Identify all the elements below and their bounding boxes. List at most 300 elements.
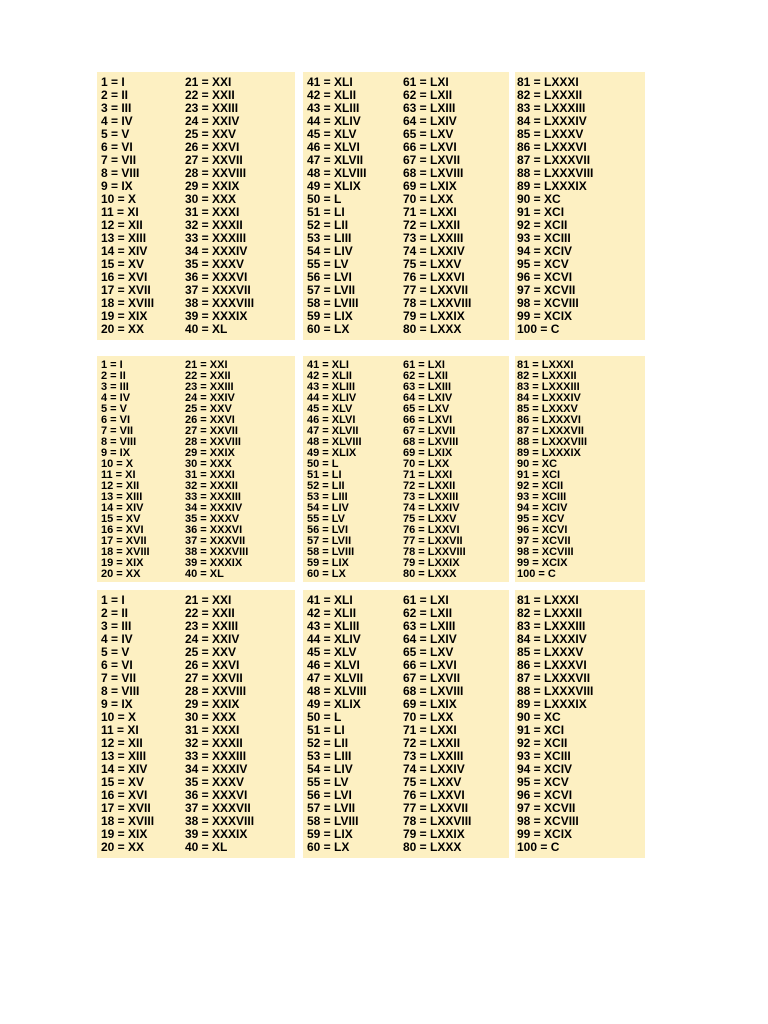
- panel-1-to-40: [97, 590, 295, 858]
- numeral-entry: 41 = XLI: [307, 75, 353, 89]
- column-1-to-20: [101, 76, 154, 336]
- numeral-entry: 76 = LXXVI: [403, 524, 460, 536]
- numeral-entry: 61 = LXI: [403, 359, 445, 371]
- numeral-entry: 2 = II: [101, 370, 126, 382]
- numeral-entry: 15 = XV: [101, 775, 145, 789]
- numeral-entry: 66 = LXVI: [403, 140, 457, 154]
- column-61-to-80: [403, 360, 466, 580]
- numeral-entry: 35 = XXXV: [185, 257, 245, 271]
- numeral-entry: 82 = LXXXII: [517, 370, 577, 382]
- numeral-entry: 13 = XIII: [101, 749, 147, 763]
- numeral-entry: 18 = XVIII: [101, 296, 155, 310]
- numeral-entry: 10 = X: [101, 458, 134, 470]
- numeral-entry: 56 = LVI: [307, 788, 352, 802]
- numeral-entry: 81 = LXXXI: [517, 359, 574, 371]
- numeral-entry: 36 = XXXVI: [185, 524, 243, 536]
- numeral-entry: 91 = XCI: [517, 723, 565, 737]
- numeral-entry: 65 = LXV: [403, 403, 450, 415]
- numeral-entry: 47 = XLVII: [307, 425, 359, 437]
- numeral-entry: 89 = LXXXIX: [517, 697, 587, 711]
- numeral-entry: 24 = XXIV: [185, 392, 235, 404]
- numeral-entry: 100 = C: [517, 840, 560, 854]
- numeral-entry: 87 = LXXXVII: [517, 671, 591, 685]
- numeral-entry: 13 = XIII: [101, 231, 147, 245]
- numeral-entry: 28 = XXVIII: [185, 436, 241, 448]
- numeral-entry: 68 = LXVIII: [403, 436, 459, 448]
- numeral-entry: 60 = LX: [307, 568, 346, 580]
- numeral-entry: 83 = LXXXIII: [517, 101, 586, 115]
- numeral-entry: 92 = XCII: [517, 480, 564, 492]
- numeral-entry: 19 = XIX: [101, 827, 148, 841]
- column-61-to-80: [403, 594, 471, 854]
- numeral-entry: 70 = LXX: [403, 192, 454, 206]
- numeral-entry: 87 = LXXXVII: [517, 425, 584, 437]
- numeral-entry: 46 = XLVI: [307, 140, 360, 154]
- numeral-entry: 80 = LXXX: [403, 568, 457, 580]
- numeral-entry: 64 = LXIV: [403, 392, 453, 404]
- numeral-entry: 48 = XLVIII: [307, 166, 367, 180]
- numeral-entry: 51 = LI: [307, 723, 345, 737]
- numeral-entry: 97 = XCVII: [517, 801, 576, 815]
- numeral-entry: 70 = LXX: [403, 710, 454, 724]
- numeral-entry: 71 = LXXI: [403, 723, 457, 737]
- numeral-entry: 21 = XXI: [185, 75, 232, 89]
- numeral-entry: 39 = XXXIX: [185, 309, 248, 323]
- numeral-entry: 4 = IV: [101, 632, 133, 646]
- numeral-entry: 15 = XV: [101, 513, 141, 525]
- numeral-entry: 51 = LI: [307, 205, 345, 219]
- numeral-entry: 74 = LXXIV: [403, 244, 465, 258]
- numeral-entry: 72 = LXXII: [403, 218, 461, 232]
- numeral-entry: 63 = LXIII: [403, 101, 456, 115]
- numeral-entry: 59 = LIX: [307, 827, 353, 841]
- numeral-entry: 31 = XXXI: [185, 205, 240, 219]
- numeral-entry: 12 = XII: [101, 218, 143, 232]
- numeral-entry: 43 = XLIII: [307, 619, 360, 633]
- numeral-entry: 37 = XXXVII: [185, 283, 251, 297]
- numeral-entry: 67 = LXVII: [403, 425, 456, 437]
- numeral-entry: 73 = LXXIII: [403, 231, 464, 245]
- numeral-entry: 35 = XXXV: [185, 775, 245, 789]
- numeral-entry: 96 = XCVI: [517, 788, 573, 802]
- numeral-entry: 83 = LXXXIII: [517, 619, 586, 633]
- numeral-entry: 67 = LXVII: [403, 671, 461, 685]
- numeral-entry: 20 = XX: [101, 322, 145, 336]
- numeral-entry: 98 = XCVIII: [517, 814, 579, 828]
- numeral-entry: 88 = LXXXVIII: [517, 166, 594, 180]
- numeral-entry: 16 = XVI: [101, 524, 144, 536]
- numeral-entry: 5 = V: [101, 127, 130, 141]
- numeral-entry: 39 = XXXIX: [185, 557, 243, 569]
- numeral-entry: 24 = XXIV: [185, 114, 240, 128]
- numeral-entry: 50 = L: [307, 192, 342, 206]
- numeral-entry: 69 = LXIX: [403, 179, 457, 193]
- numeral-entry: 86 = LXXXVI: [517, 414, 581, 426]
- numeral-entry: 38 = XXXVIII: [185, 814, 255, 828]
- numeral-entry: 24 = XXIV: [185, 632, 240, 646]
- numeral-entry: 80 = LXXX: [403, 840, 462, 854]
- numeral-entry: 91 = XCI: [517, 205, 565, 219]
- numeral-entry: 98 = XCVIII: [517, 546, 574, 558]
- numeral-entry: 57 = LVII: [307, 283, 356, 297]
- numeral-entry: 91 = XCI: [517, 469, 561, 481]
- numeral-entry: 94 = XCIV: [517, 762, 573, 776]
- numeral-entry: 58 = LVIII: [307, 814, 359, 828]
- column-81-to-100: [517, 360, 587, 580]
- numeral-entry: 1 = I: [101, 593, 125, 607]
- numeral-entry: 82 = LXXXII: [517, 606, 583, 620]
- numeral-entry: 62 = LXII: [403, 370, 448, 382]
- numeral-entry: 49 = XLIX: [307, 447, 357, 459]
- numeral-entry: 43 = XLIII: [307, 381, 355, 393]
- numeral-entry: 30 = XXX: [185, 458, 232, 470]
- numeral-entry: 94 = XCIV: [517, 244, 573, 258]
- numeral-entry: 61 = LXI: [403, 75, 449, 89]
- numeral-entry: 54 = LIV: [307, 502, 349, 514]
- numeral-entry: 22 = XXII: [185, 606, 235, 620]
- numeral-entry: 48 = XLVIII: [307, 436, 362, 448]
- numeral-entry: 44 = XLIV: [307, 392, 357, 404]
- numeral-entry: 95 = XCV: [517, 775, 569, 789]
- panel-1-to-40: [97, 356, 295, 582]
- numeral-entry: 68 = LXVIII: [403, 166, 464, 180]
- numeral-entry: 93 = XCIII: [517, 491, 567, 503]
- numeral-entry: 35 = XXXV: [185, 513, 240, 525]
- column-1-to-20: [101, 594, 154, 854]
- numeral-entry: 70 = LXX: [403, 458, 450, 470]
- numeral-entry: 78 = LXXVIII: [403, 814, 472, 828]
- column-41-to-60: [307, 594, 366, 854]
- numeral-entry: 72 = LXXII: [403, 480, 456, 492]
- numeral-entry: 96 = XCVI: [517, 524, 568, 536]
- numeral-entry: 82 = LXXXII: [517, 88, 583, 102]
- numeral-entry: 7 = VII: [101, 671, 137, 685]
- numeral-entry: 53 = LIII: [307, 749, 352, 763]
- numeral-entry: 61 = LXI: [403, 593, 449, 607]
- numeral-entry: 27 = XXVII: [185, 671, 243, 685]
- numeral-entry: 63 = LXIII: [403, 381, 451, 393]
- numeral-entry: 50 = L: [307, 710, 342, 724]
- numeral-entry: 5 = V: [101, 403, 127, 415]
- numeral-entry: 25 = XXV: [185, 645, 237, 659]
- numeral-entry: 77 = LXXVII: [403, 283, 469, 297]
- numeral-entry: 36 = XXXVI: [185, 270, 248, 284]
- numeral-entry: 17 = XVII: [101, 801, 151, 815]
- column-21-to-40: [185, 594, 254, 854]
- numeral-entry: 32 = XXXII: [185, 480, 238, 492]
- numeral-entry: 4 = IV: [101, 392, 131, 404]
- column-21-to-40: [185, 76, 254, 336]
- numeral-entry: 6 = VI: [101, 140, 133, 154]
- numeral-entry: 67 = LXVII: [403, 153, 461, 167]
- numeral-entry: 40 = XL: [185, 322, 228, 336]
- numeral-entry: 52 = LII: [307, 480, 345, 492]
- numeral-entry: 26 = XXVI: [185, 658, 240, 672]
- numeral-entry: 58 = LVIII: [307, 296, 359, 310]
- numeral-entry: 42 = XLII: [307, 606, 357, 620]
- numeral-entry: 68 = LXVIII: [403, 684, 464, 698]
- numeral-entry: 14 = XIV: [101, 502, 144, 514]
- numeral-entry: 95 = XCV: [517, 513, 565, 525]
- numeral-entry: 83 = LXXXIII: [517, 381, 580, 393]
- numeral-entry: 79 = LXXIX: [403, 309, 465, 323]
- numeral-entry: 25 = XXV: [185, 403, 232, 415]
- numeral-entry: 72 = LXXII: [403, 736, 461, 750]
- numeral-entry: 75 = LXXV: [403, 775, 462, 789]
- numeral-entry: 36 = XXXVI: [185, 788, 248, 802]
- column-21-to-40: [185, 360, 248, 580]
- numeral-entry: 34 = XXXIV: [185, 502, 243, 514]
- numeral-entry: 22 = XXII: [185, 88, 235, 102]
- numeral-entry: 55 = LV: [307, 257, 349, 271]
- numeral-entry: 47 = XLVII: [307, 153, 364, 167]
- numeral-entry: 49 = XLIX: [307, 179, 361, 193]
- numeral-entry: 97 = XCVII: [517, 535, 571, 547]
- numeral-entry: 56 = LVI: [307, 270, 352, 284]
- numeral-entry: 29 = XXIX: [185, 179, 240, 193]
- panel-41-to-80: [303, 590, 509, 858]
- numeral-entry: 48 = XLVIII: [307, 684, 367, 698]
- numeral-entry: 23 = XXIII: [185, 619, 239, 633]
- numeral-entry: 30 = XXX: [185, 710, 237, 724]
- numeral-entry: 62 = LXII: [403, 88, 453, 102]
- numeral-entry: 94 = XCIV: [517, 502, 568, 514]
- numeral-entry: 8 = VIII: [101, 436, 137, 448]
- numeral-entry: 37 = XXXVII: [185, 801, 251, 815]
- numeral-entry: 45 = XLV: [307, 127, 357, 141]
- numeral-entry: 57 = LVII: [307, 801, 356, 815]
- numeral-entry: 88 = LXXXVIII: [517, 684, 594, 698]
- numeral-entry: 9 = IX: [101, 697, 133, 711]
- numeral-entry: 64 = LXIV: [403, 632, 457, 646]
- numeral-entry: 7 = VII: [101, 153, 137, 167]
- numeral-entry: 16 = XVI: [101, 270, 148, 284]
- numeral-entry: 33 = XXXIII: [185, 749, 247, 763]
- numeral-entry: 75 = LXXV: [403, 257, 462, 271]
- numeral-entry: 3 = III: [101, 381, 129, 393]
- numeral-entry: 79 = LXXIX: [403, 827, 465, 841]
- numeral-entry: 41 = XLI: [307, 593, 353, 607]
- column-81-to-100: [517, 76, 593, 336]
- column-41-to-60: [307, 76, 366, 336]
- numeral-entry: 87 = LXXXVII: [517, 153, 591, 167]
- numeral-entry: 45 = XLV: [307, 403, 353, 415]
- numeral-entry: 86 = LXXXVI: [517, 658, 587, 672]
- numeral-entry: 93 = XCIII: [517, 749, 571, 763]
- numeral-entry: 33 = XXXIII: [185, 231, 247, 245]
- numeral-entry: 21 = XXI: [185, 359, 228, 371]
- numeral-entry: 3 = III: [101, 619, 132, 633]
- numeral-entry: 17 = XVII: [101, 535, 147, 547]
- numeral-entry: 23 = XXIII: [185, 101, 239, 115]
- numeral-entry: 43 = XLIII: [307, 101, 360, 115]
- numeral-entry: 29 = XXIX: [185, 697, 240, 711]
- numeral-entry: 41 = XLI: [307, 359, 349, 371]
- numeral-entry: 100 = C: [517, 322, 560, 336]
- numeral-entry: 99 = XCIX: [517, 827, 573, 841]
- numeral-entry: 29 = XXIX: [185, 447, 235, 459]
- numeral-entry: 46 = XLVI: [307, 414, 356, 426]
- numeral-entry: 80 = LXXX: [403, 322, 462, 336]
- numeral-entry: 25 = XXV: [185, 127, 237, 141]
- numeral-entry: 100 = C: [517, 568, 556, 580]
- numeral-entry: 30 = XXX: [185, 192, 237, 206]
- column-1-to-20: [101, 360, 150, 580]
- numeral-entry: 10 = X: [101, 192, 137, 206]
- numeral-entry: 57 = LVII: [307, 535, 352, 547]
- numeral-entry: 76 = LXXVI: [403, 270, 465, 284]
- numeral-entry: 31 = XXXI: [185, 723, 240, 737]
- numeral-entry: 32 = XXXII: [185, 218, 243, 232]
- numeral-entry: 19 = XIX: [101, 557, 144, 569]
- numeral-entry: 40 = XL: [185, 840, 228, 854]
- numeral-entry: 86 = LXXXVI: [517, 140, 587, 154]
- numeral-entry: 60 = LX: [307, 840, 350, 854]
- numeral-entry: 85 = LXXXV: [517, 127, 584, 141]
- numeral-entry: 11 = XI: [101, 469, 136, 481]
- numeral-entry: 85 = LXXXV: [517, 645, 584, 659]
- numeral-entry: 7 = VII: [101, 425, 134, 437]
- numeral-entry: 42 = XLII: [307, 370, 352, 382]
- numeral-entry: 65 = LXV: [403, 127, 454, 141]
- numeral-entry: 42 = XLII: [307, 88, 357, 102]
- numeral-entry: 14 = XIV: [101, 762, 148, 776]
- numeral-entry: 8 = VIII: [101, 684, 140, 698]
- numeral-entry: 77 = LXXVII: [403, 535, 463, 547]
- numeral-entry: 14 = XIV: [101, 244, 148, 258]
- column-61-to-80: [403, 76, 471, 336]
- numeral-entry: 54 = LIV: [307, 244, 353, 258]
- numeral-entry: 3 = III: [101, 101, 132, 115]
- numeral-entry: 27 = XXVII: [185, 425, 238, 437]
- numeral-entry: 5 = V: [101, 645, 130, 659]
- numeral-entry: 16 = XVI: [101, 788, 148, 802]
- numeral-entry: 12 = XII: [101, 736, 143, 750]
- numeral-entry: 88 = LXXXVIII: [517, 436, 588, 448]
- numeral-entry: 22 = XXII: [185, 370, 231, 382]
- numeral-entry: 50 = L: [307, 458, 339, 470]
- numeral-entry: 90 = XC: [517, 192, 561, 206]
- numeral-entry: 77 = LXXVII: [403, 801, 469, 815]
- numeral-entry: 84 = LXXXIV: [517, 632, 587, 646]
- numeral-entry: 56 = LVI: [307, 524, 349, 536]
- numeral-entry: 71 = LXXI: [403, 469, 453, 481]
- numeral-entry: 39 = XXXIX: [185, 827, 248, 841]
- numeral-entry: 11 = XI: [101, 723, 139, 737]
- numeral-entry: 17 = XVII: [101, 283, 151, 297]
- panel-81-to-100: [515, 72, 645, 340]
- numeral-entry: 55 = LV: [307, 513, 346, 525]
- numeral-entry: 28 = XXVIII: [185, 684, 247, 698]
- numeral-entry: 63 = LXIII: [403, 619, 456, 633]
- numeral-entry: 9 = IX: [101, 179, 133, 193]
- numeral-entry: 37 = XXXVII: [185, 535, 246, 547]
- numeral-entry: 75 = LXXV: [403, 513, 457, 525]
- column-41-to-60: [307, 360, 362, 580]
- numeral-entry: 65 = LXV: [403, 645, 454, 659]
- numeral-entry: 52 = LII: [307, 736, 349, 750]
- numeral-entry: 12 = XII: [101, 480, 140, 492]
- numeral-entry: 81 = LXXXI: [517, 593, 579, 607]
- numeral-entry: 89 = LXXXIX: [517, 179, 587, 193]
- numeral-entry: 19 = XIX: [101, 309, 148, 323]
- numeral-entry: 44 = XLIV: [307, 114, 361, 128]
- numeral-entry: 74 = LXXIV: [403, 762, 465, 776]
- numeral-entry: 59 = LIX: [307, 309, 353, 323]
- numeral-entry: 32 = XXXII: [185, 736, 243, 750]
- numeral-entry: 62 = LXII: [403, 606, 453, 620]
- numeral-entry: 74 = LXXIV: [403, 502, 460, 514]
- numeral-entry: 20 = XX: [101, 840, 145, 854]
- numeral-entry: 99 = XCIX: [517, 309, 573, 323]
- panel-81-to-100: [515, 590, 645, 858]
- numeral-entry: 92 = XCII: [517, 736, 568, 750]
- numeral-entry: 15 = XV: [101, 257, 145, 271]
- numeral-entry: 2 = II: [101, 88, 129, 102]
- numeral-entry: 40 = XL: [185, 568, 224, 580]
- numeral-entry: 18 = XVIII: [101, 814, 155, 828]
- numeral-entry: 49 = XLIX: [307, 697, 361, 711]
- numeral-entry: 53 = LIII: [307, 491, 348, 503]
- numeral-entry: 84 = LXXXIV: [517, 114, 587, 128]
- numeral-entry: 90 = XC: [517, 458, 558, 470]
- panel-81-to-100: [515, 356, 645, 582]
- numeral-entry: 31 = XXXI: [185, 469, 235, 481]
- numeral-entry: 54 = LIV: [307, 762, 353, 776]
- numeral-entry: 99 = XCIX: [517, 557, 568, 569]
- numeral-entry: 11 = XI: [101, 205, 139, 219]
- numeral-entry: 66 = LXVI: [403, 658, 457, 672]
- numeral-entry: 97 = XCVII: [517, 283, 576, 297]
- numeral-entry: 21 = XXI: [185, 593, 232, 607]
- numeral-entry: 33 = XXXIII: [185, 491, 241, 503]
- panel-41-to-80: [303, 356, 509, 582]
- numeral-entry: 79 = LXXIX: [403, 557, 460, 569]
- numeral-entry: 78 = LXXVIII: [403, 296, 472, 310]
- numeral-entry: 84 = LXXXIV: [517, 392, 581, 404]
- numeral-entry: 10 = X: [101, 710, 137, 724]
- numeral-entry: 20 = XX: [101, 568, 141, 580]
- numeral-entry: 60 = LX: [307, 322, 350, 336]
- numeral-entry: 51 = LI: [307, 469, 342, 481]
- numeral-entry: 34 = XXXIV: [185, 244, 248, 258]
- numeral-entry: 52 = LII: [307, 218, 349, 232]
- numeral-entry: 8 = VIII: [101, 166, 140, 180]
- numeral-entry: 18 = XVIII: [101, 546, 150, 558]
- numeral-entry: 6 = VI: [101, 414, 131, 426]
- numeral-entry: 47 = XLVII: [307, 671, 364, 685]
- numeral-entry: 96 = XCVI: [517, 270, 573, 284]
- panel-1-to-40: [97, 72, 295, 340]
- numeral-entry: 55 = LV: [307, 775, 349, 789]
- numeral-entry: 93 = XCIII: [517, 231, 571, 245]
- numeral-entry: 85 = LXXXV: [517, 403, 578, 415]
- numeral-entry: 58 = LVIII: [307, 546, 355, 558]
- numeral-entry: 26 = XXVI: [185, 414, 235, 426]
- numeral-entry: 1 = I: [101, 75, 125, 89]
- numeral-entry: 73 = LXXIII: [403, 749, 464, 763]
- numeral-entry: 90 = XC: [517, 710, 561, 724]
- numeral-entry: 28 = XXVIII: [185, 166, 247, 180]
- numeral-entry: 81 = LXXXI: [517, 75, 579, 89]
- numeral-entry: 4 = IV: [101, 114, 133, 128]
- panel-41-to-80: [303, 72, 509, 340]
- numeral-entry: 38 = XXXVIII: [185, 296, 255, 310]
- numeral-entry: 64 = LXIV: [403, 114, 457, 128]
- numeral-entry: 46 = XLVI: [307, 658, 360, 672]
- numeral-entry: 71 = LXXI: [403, 205, 457, 219]
- numeral-entry: 69 = LXIX: [403, 447, 453, 459]
